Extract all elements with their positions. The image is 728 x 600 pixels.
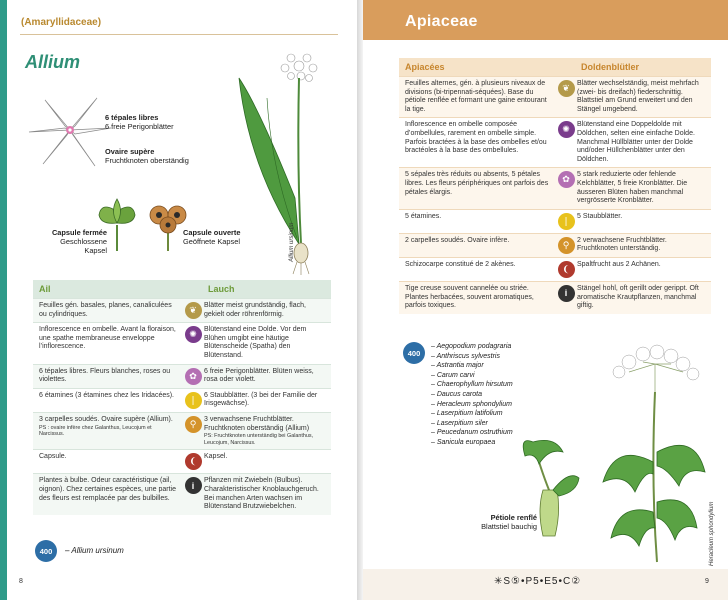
allium-species-ref — [65, 546, 124, 555]
trait-fr-text: Inflorescence en ombelle composée d’ombellules, rarement en ombelle simple. Parfois bractées à la base des ombelles et/ou bractéoles à la base des ombellules. — [405, 121, 547, 155]
trait-de — [577, 80, 711, 114]
genus-title: Allium — [25, 52, 81, 72]
right-page — [363, 0, 728, 600]
stamen-icon: ❘ — [185, 392, 202, 409]
trait-de-text: 6 Staubblätter. (3 bei der Familie der Irisgewächse). — [204, 391, 318, 408]
family-title: Apiaceae — [405, 13, 478, 30]
trait-fr-text: Tige creuse souvent cannelée ou striée. Plantes herbacées, souvent aromatiques, parfois toxiques. — [405, 284, 534, 310]
heracleum-illustration — [585, 342, 713, 564]
tepal-label — [105, 113, 174, 131]
page-number-left: 8 — [19, 578, 23, 585]
trait-fr — [33, 453, 182, 470]
trait-de-text: Blätter meist grundständig, flach, gekielt oder röhrenförmig. — [204, 302, 306, 318]
header-de: Lauch — [208, 284, 235, 294]
trait-icon-cell — [182, 453, 204, 470]
table-row — [399, 76, 711, 117]
capsule-closed-fr: Capsule fermée — [51, 228, 107, 237]
trait-icon-cell — [555, 213, 577, 230]
trait-fr-text: 2 carpelles soudés. Ovaire infère. — [405, 236, 510, 244]
trait-de — [577, 261, 711, 278]
trait-fr-text: Inflorescence en ombelle. Avant la floraison, une spathe membraneuse enveloppe l’inflorescence. — [39, 326, 176, 351]
trait-fr-note: PS : ovaire infère chez Galanthus, Leucojum et Narcissus. — [39, 424, 152, 438]
trait-fr-text: Feuilles alternes, gén. à plusieurs niveaux de divisions (bi-tripennati-séquées). Base du pétiole renflée et formant une gaine entourant la tige. — [405, 80, 547, 113]
species-item: – Laserpitium latifolium — [431, 410, 503, 418]
trait-fr-text: 5 sépales très réduits ou absents, 5 pétales libres. Les fleurs périphériques ont parfois des pétales élargis. — [405, 171, 549, 196]
table-row — [399, 209, 711, 233]
trait-de — [204, 453, 331, 470]
trait-fr — [399, 171, 555, 205]
heracleum-plant-caption: Heracleum sphondylium — [709, 501, 715, 566]
pistil-icon: ⚲ — [558, 237, 575, 254]
trait-de-text: Blütenstand eine Dolde. Vor dem Blühen umgibt eine häutige Blütenscheide (Spatha) den Blütenstand. — [204, 326, 307, 359]
trait-fr-text: 6 étamines (3 étamines chez les Iridacées). — [39, 391, 175, 399]
allium-ursinum-illustration — [229, 48, 329, 276]
apiaceae-species-list — [431, 342, 513, 448]
petiole-label — [473, 513, 537, 531]
trait-icon-cell — [555, 237, 577, 254]
table-row — [399, 167, 711, 208]
trait-de-text: 2 verwachsene Fruchtblätter. Fruchtknoten unterständig. — [577, 236, 667, 253]
trait-fr — [399, 285, 555, 311]
capsule-icon: ❨ — [558, 261, 575, 278]
species-item: – Daucus carota — [431, 390, 482, 398]
species-item: – Laserpitium siler — [431, 419, 488, 427]
left-page — [7, 0, 357, 600]
header-fr: Apiacées — [405, 62, 445, 72]
tepal-label-de: 6 freie Perigonblätter — [105, 122, 174, 131]
flower-icon: ✿ — [558, 171, 575, 188]
trait-fr-text: 3 carpelles soudés. Ovaire supère (Allium). — [39, 415, 173, 423]
trait-icon-cell — [182, 302, 204, 319]
trait-de — [204, 326, 331, 360]
trait-de-text: 3 verwachsene Fruchtblätter. Fruchtknoten oberständig (Allium) — [204, 415, 310, 432]
stamen-icon: ❘ — [558, 213, 575, 230]
page-number-right: 9 — [705, 578, 709, 585]
left-edge-bar — [0, 0, 7, 600]
capsule-closed-de: Geschlossene Kapsel — [60, 237, 107, 255]
trait-de-text: 5 Staubblätter. — [577, 212, 623, 220]
flower-icon: ✿ — [185, 368, 202, 385]
trait-fr — [399, 80, 555, 114]
table-row — [33, 473, 331, 514]
capsule-open-de: Geöffnete Kapsel — [183, 237, 240, 246]
trait-fr — [33, 477, 182, 511]
family-label: (Amaryllidaceae) — [21, 17, 102, 28]
trait-fr-text: Feuilles gén. basales, planes, canaliculées ou cylindriques. — [39, 302, 172, 318]
trait-de-text: Spaltfrucht aus 2 Achänen. — [577, 260, 661, 268]
species-item: – Peucedanum ostruthium — [431, 429, 513, 437]
trait-fr — [33, 392, 182, 409]
allium-species-name: – Allium ursinum — [65, 546, 124, 555]
trait-icon-cell — [182, 392, 204, 409]
species-item: – Chaerophyllum hirsutum — [431, 381, 513, 389]
table-row — [399, 257, 711, 281]
species-item: – Aegopodium podagraria — [431, 343, 512, 350]
petiole-label-de: Blattstiel bauchig — [481, 522, 537, 531]
apiaceae-trait-table — [399, 58, 711, 314]
allium-flower-illustration — [25, 90, 115, 170]
trait-fr-text: Capsule. — [39, 453, 67, 461]
header-fr: Ail — [39, 284, 51, 294]
umbel-icon: ✺ — [558, 121, 575, 138]
table-row — [33, 388, 331, 412]
trait-icon-cell — [182, 416, 204, 446]
trait-icon-cell — [182, 368, 204, 385]
allium-trait-table — [33, 280, 331, 515]
trait-fr — [399, 121, 555, 164]
trait-de-text: 5 stark reduzierte oder fehlende Kelchblätter, 5 freie Kronblätter. Die äusseren Blüten haben manchmal vergrösserte Kronblätter. — [577, 171, 688, 205]
trait-de-text: Kapsel. — [204, 453, 228, 461]
trait-de-text: Pflanzen mit Zwiebeln (Bulbus). Charakteristischer Knoblauchgeruch. Bei manchen Arten wachsen im Blütenstand Brutzwiebelchen. — [204, 477, 319, 511]
trait-de — [577, 213, 711, 230]
info-icon: i — [558, 285, 575, 302]
leaf-icon: ❦ — [558, 80, 575, 97]
trait-fr-text: 5 étamines. — [405, 212, 442, 220]
trait-de — [204, 392, 331, 409]
trait-de — [204, 368, 331, 385]
trait-de — [577, 237, 711, 254]
umbel-icon: ✺ — [185, 326, 202, 343]
trait-de — [204, 416, 331, 446]
table-row — [33, 412, 331, 449]
trait-icon-cell — [555, 285, 577, 311]
table-row — [33, 364, 331, 388]
trait-fr-text: Schizocarpe constitué de 2 akènes. — [405, 260, 516, 268]
trait-fr — [399, 237, 555, 254]
table-row — [33, 322, 331, 363]
trait-fr-text: Plantes à bulbe. Odeur caractéristique (ail, oignon). Chez certaines espèces, une partie des fleurs est remplacée par des bulbilles. — [39, 477, 176, 502]
trait-de — [204, 302, 331, 319]
ovary-label — [105, 147, 189, 165]
trait-fr — [399, 261, 555, 278]
table-row — [33, 298, 331, 322]
trait-de — [577, 121, 711, 164]
trait-icon-cell — [555, 261, 577, 278]
family-rule — [20, 34, 338, 35]
petiole-label-fr: Pétiole renflé — [490, 513, 537, 522]
trait-icon-cell — [555, 121, 577, 164]
info-icon: i — [185, 477, 202, 494]
species-item: – Sanicula europaea — [431, 438, 496, 446]
altitude-badge: 400 — [35, 540, 57, 562]
trait-de — [204, 477, 331, 511]
species-item: – Carum carvi — [431, 371, 475, 379]
capsule-closed-label — [37, 228, 107, 255]
trait-icon-cell — [182, 326, 204, 360]
trait-de-text: Blätter wechselständig, meist mehrfach (zwei- bis dreifach) fiederschnittig. Blattstiel am Grund erweitert und den Stängel umgebend. — [577, 80, 699, 113]
trait-de-text: 6 freie Perigonblätter. Blüten weiss, rosa oder violett. — [204, 367, 314, 384]
floral-formula: ✳S⑤•P5•E5•C② — [494, 576, 582, 587]
species-item: – Heracleum sphondylium — [431, 400, 512, 408]
table-row — [399, 281, 711, 314]
trait-de-note: PS: Fruchtknoten unterständig bei Galanthus, Leucojum, Narcissus. — [204, 433, 314, 446]
ovary-label-fr: Ovaire supère — [105, 147, 155, 156]
trait-de-text: Stängel hohl, oft gerillt oder gerippt. Oft aromatische Krautpflanzen, manchmal giftig. — [577, 284, 699, 310]
apiaceae-table-header — [399, 58, 711, 76]
capsule-icon: ❨ — [185, 453, 202, 470]
trait-icon-cell — [555, 171, 577, 205]
trait-icon-cell — [555, 80, 577, 114]
trait-fr-text: 6 tépales libres. Fleurs blanches, roses ou violettes. — [39, 367, 171, 384]
table-row — [33, 449, 331, 473]
trait-fr — [33, 416, 182, 446]
table-row — [399, 233, 711, 257]
species-item: – Anthriscus sylvestris — [431, 352, 500, 360]
altitude-badge: 400 — [403, 342, 425, 364]
tepal-label-fr: 6 tépales libres — [105, 113, 159, 122]
trait-fr — [33, 302, 182, 319]
ovary-label-de: Fruchtknoten oberständig — [105, 156, 189, 165]
trait-fr — [399, 213, 555, 230]
leaf-icon: ❦ — [185, 302, 202, 319]
trait-fr — [33, 326, 182, 360]
allium-plant-caption: Allium ursinum — [289, 222, 295, 262]
trait-de-text: Blütenstand eine Doppeldolde mit Döldchen, selten eine einfache Dolde. Manchmal Hüllblätter unter der Dolde und/oder Hüllchenblätter unter den Döldchen. — [577, 121, 695, 163]
trait-icon-cell — [182, 477, 204, 511]
trait-de — [577, 285, 711, 311]
trait-fr — [33, 368, 182, 385]
capsule-open-fr: Capsule ouverte — [183, 228, 241, 237]
allium-table-header — [33, 280, 331, 298]
header-de: Doldenblütler — [581, 62, 639, 72]
pistil-icon: ⚲ — [185, 416, 202, 433]
table-row — [399, 117, 711, 167]
trait-de — [577, 171, 711, 205]
species-item: – Astrantia major — [431, 362, 484, 370]
